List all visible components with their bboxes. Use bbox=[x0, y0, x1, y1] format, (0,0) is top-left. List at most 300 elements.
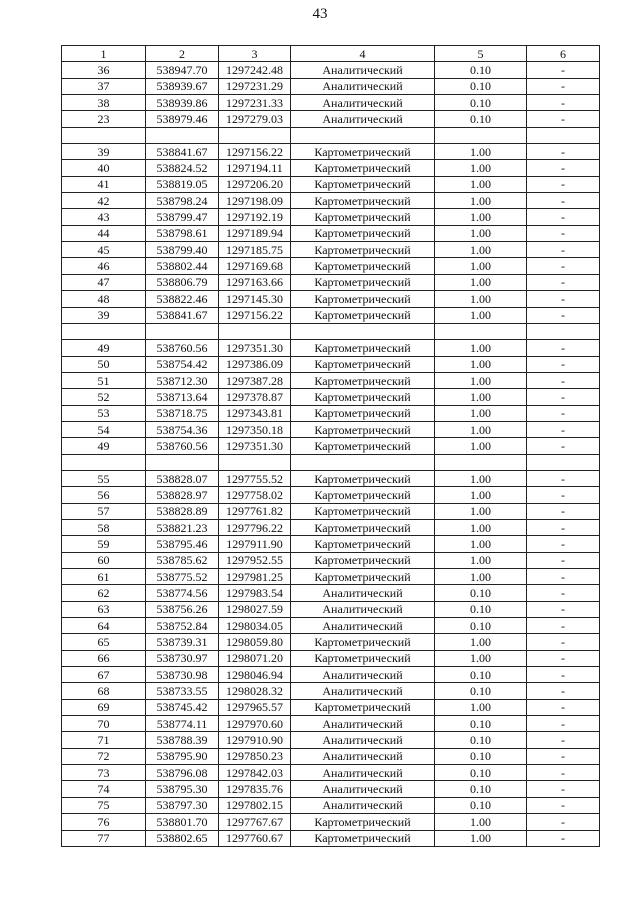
table-cell: - bbox=[527, 503, 600, 519]
table-row bbox=[62, 569, 600, 585]
table-cell: Аналитический bbox=[291, 732, 435, 748]
table-cell bbox=[146, 127, 219, 143]
table-cell: 538802.44 bbox=[146, 258, 219, 274]
table-cell: - bbox=[527, 585, 600, 601]
table-cell: - bbox=[527, 814, 600, 830]
table-cell: 1.00 bbox=[435, 291, 527, 307]
table-cell: - bbox=[527, 389, 600, 405]
table-row bbox=[62, 225, 600, 241]
table-cell: 75 bbox=[62, 797, 146, 813]
table-cell: 1298027.59 bbox=[219, 601, 291, 617]
table-row bbox=[62, 470, 600, 486]
table-row bbox=[62, 438, 600, 454]
table-cell: Картометрический bbox=[291, 176, 435, 192]
table-cell: 1297189.94 bbox=[219, 225, 291, 241]
table-row bbox=[62, 356, 600, 372]
table-row bbox=[62, 454, 600, 470]
table-cell: - bbox=[527, 716, 600, 732]
table-cell: 1.00 bbox=[435, 421, 527, 437]
table-row bbox=[62, 748, 600, 764]
table-row bbox=[62, 601, 600, 617]
table-cell: - bbox=[527, 618, 600, 634]
table-cell: - bbox=[527, 732, 600, 748]
table-row bbox=[62, 797, 600, 813]
coordinates-table bbox=[61, 45, 600, 847]
table-cell: 538760.56 bbox=[146, 438, 219, 454]
table-cell bbox=[146, 454, 219, 470]
table-cell: Аналитический bbox=[291, 781, 435, 797]
table-cell: - bbox=[527, 536, 600, 552]
table-cell: 538754.42 bbox=[146, 356, 219, 372]
table-row bbox=[62, 291, 600, 307]
table-row bbox=[62, 127, 600, 143]
table-cell: 0.10 bbox=[435, 683, 527, 699]
table-cell: 538822.46 bbox=[146, 291, 219, 307]
table-cell: - bbox=[527, 372, 600, 388]
table-cell: 1297194.11 bbox=[219, 160, 291, 176]
table-row bbox=[62, 323, 600, 339]
table-cell: Аналитический bbox=[291, 585, 435, 601]
page-number: 43 bbox=[312, 6, 328, 22]
table-cell: 1.00 bbox=[435, 552, 527, 568]
table-cell: 57 bbox=[62, 503, 146, 519]
table-row bbox=[62, 389, 600, 405]
table-cell: 1.00 bbox=[435, 242, 527, 258]
column-header: 3 bbox=[219, 46, 291, 62]
table-row bbox=[62, 552, 600, 568]
table-cell: 0.10 bbox=[435, 78, 527, 94]
table-cell: 1.00 bbox=[435, 372, 527, 388]
table-cell: 538798.24 bbox=[146, 193, 219, 209]
table-cell: 1.00 bbox=[435, 536, 527, 552]
table-cell: 1297802.15 bbox=[219, 797, 291, 813]
table-cell: Аналитический bbox=[291, 111, 435, 127]
table-cell: 1.00 bbox=[435, 389, 527, 405]
table-cell: 1297231.33 bbox=[219, 95, 291, 111]
table-cell: 538828.07 bbox=[146, 470, 219, 486]
table-cell: 1.00 bbox=[435, 699, 527, 715]
table-cell: 1297911.90 bbox=[219, 536, 291, 552]
table-cell: 1.00 bbox=[435, 340, 527, 356]
table-cell: 538795.46 bbox=[146, 536, 219, 552]
table-cell: 538754.36 bbox=[146, 421, 219, 437]
table-cell: 39 bbox=[62, 307, 146, 323]
table-cell: - bbox=[527, 78, 600, 94]
table-cell: 1297835.76 bbox=[219, 781, 291, 797]
table-cell: 1.00 bbox=[435, 519, 527, 535]
table-cell: - bbox=[527, 274, 600, 290]
table-cell: Картометрический bbox=[291, 274, 435, 290]
table-cell: - bbox=[527, 291, 600, 307]
table-cell: 1297386.09 bbox=[219, 356, 291, 372]
table-cell: 1297343.81 bbox=[219, 405, 291, 421]
table-header-row bbox=[62, 46, 600, 62]
table-cell: 1.00 bbox=[435, 193, 527, 209]
table-cell: 1297755.52 bbox=[219, 470, 291, 486]
table-cell: 0.10 bbox=[435, 667, 527, 683]
table-cell: 1.00 bbox=[435, 503, 527, 519]
table-row bbox=[62, 405, 600, 421]
table-cell: Картометрический bbox=[291, 438, 435, 454]
table-cell: Картометрический bbox=[291, 487, 435, 503]
table-cell: 0.10 bbox=[435, 585, 527, 601]
table-cell: 1298071.20 bbox=[219, 650, 291, 666]
table-cell: 36 bbox=[62, 62, 146, 78]
table-cell: Картометрический bbox=[291, 503, 435, 519]
table-cell: - bbox=[527, 242, 600, 258]
table-cell: 1297760.67 bbox=[219, 830, 291, 846]
table-cell: 538756.26 bbox=[146, 601, 219, 617]
table-cell: Картометрический bbox=[291, 650, 435, 666]
table-cell: Картометрический bbox=[291, 552, 435, 568]
table-row bbox=[62, 503, 600, 519]
table-cell: 49 bbox=[62, 438, 146, 454]
table-cell: - bbox=[527, 438, 600, 454]
table-cell: - bbox=[527, 160, 600, 176]
table-cell: - bbox=[527, 781, 600, 797]
table-cell: 1297351.30 bbox=[219, 438, 291, 454]
table-cell: 1.00 bbox=[435, 470, 527, 486]
table-cell bbox=[527, 127, 600, 143]
table-cell: 538788.39 bbox=[146, 732, 219, 748]
table-cell: 68 bbox=[62, 683, 146, 699]
table-cell: Картометрический bbox=[291, 242, 435, 258]
table-row bbox=[62, 585, 600, 601]
table-row bbox=[62, 667, 600, 683]
table-row bbox=[62, 176, 600, 192]
column-header: 1 bbox=[62, 46, 146, 62]
table-cell: Картометрический bbox=[291, 405, 435, 421]
table-cell: - bbox=[527, 176, 600, 192]
table-cell: Картометрический bbox=[291, 634, 435, 650]
table-cell: - bbox=[527, 225, 600, 241]
table-cell: 538802.65 bbox=[146, 830, 219, 846]
table-cell bbox=[435, 127, 527, 143]
table-cell: Аналитический bbox=[291, 601, 435, 617]
table-row bbox=[62, 274, 600, 290]
table-cell: Картометрический bbox=[291, 814, 435, 830]
table-cell: 44 bbox=[62, 225, 146, 241]
table-cell: Картометрический bbox=[291, 307, 435, 323]
table-cell: 538821.23 bbox=[146, 519, 219, 535]
table-cell: Аналитический bbox=[291, 62, 435, 78]
table-cell bbox=[219, 127, 291, 143]
table-row bbox=[62, 421, 600, 437]
table-cell: 1298028.32 bbox=[219, 683, 291, 699]
table-cell: 56 bbox=[62, 487, 146, 503]
table-cell: Картометрический bbox=[291, 258, 435, 274]
table-row bbox=[62, 144, 600, 160]
table-row bbox=[62, 487, 600, 503]
table-cell: Аналитический bbox=[291, 667, 435, 683]
table-cell: - bbox=[527, 552, 600, 568]
table-cell: 1.00 bbox=[435, 160, 527, 176]
table-cell: 66 bbox=[62, 650, 146, 666]
table-cell: 1.00 bbox=[435, 830, 527, 846]
table-cell: Аналитический bbox=[291, 765, 435, 781]
table-cell: 538796.08 bbox=[146, 765, 219, 781]
table-cell: - bbox=[527, 634, 600, 650]
table-cell: 538939.86 bbox=[146, 95, 219, 111]
table-row bbox=[62, 78, 600, 94]
table-cell: 538775.52 bbox=[146, 569, 219, 585]
table-cell: - bbox=[527, 487, 600, 503]
table-cell: 23 bbox=[62, 111, 146, 127]
table-cell: 1297981.25 bbox=[219, 569, 291, 585]
table-cell: 538774.11 bbox=[146, 716, 219, 732]
table-cell: 1297910.90 bbox=[219, 732, 291, 748]
table-row bbox=[62, 716, 600, 732]
table-cell: 1297965.57 bbox=[219, 699, 291, 715]
table-cell: 538799.40 bbox=[146, 242, 219, 258]
table-cell: 1298034.05 bbox=[219, 618, 291, 634]
table-cell: 1297761.82 bbox=[219, 503, 291, 519]
table-cell: 1.00 bbox=[435, 569, 527, 585]
table-cell: 1.00 bbox=[435, 274, 527, 290]
table-cell: 62 bbox=[62, 585, 146, 601]
table-row bbox=[62, 372, 600, 388]
table-cell: Аналитический bbox=[291, 618, 435, 634]
table-cell: - bbox=[527, 144, 600, 160]
table-cell: 1.00 bbox=[435, 814, 527, 830]
table-cell: 1297185.75 bbox=[219, 242, 291, 258]
table-cell: 538713.64 bbox=[146, 389, 219, 405]
table-cell: Картометрический bbox=[291, 291, 435, 307]
table-cell: Картометрический bbox=[291, 830, 435, 846]
table-cell: 38 bbox=[62, 95, 146, 111]
table-cell: - bbox=[527, 699, 600, 715]
table-cell: 1297952.55 bbox=[219, 552, 291, 568]
table-cell: 37 bbox=[62, 78, 146, 94]
table-body bbox=[62, 62, 600, 847]
table-row bbox=[62, 732, 600, 748]
table-cell: 1297983.54 bbox=[219, 585, 291, 601]
table-cell: - bbox=[527, 519, 600, 535]
table-cell: Картометрический bbox=[291, 160, 435, 176]
table-cell: 53 bbox=[62, 405, 146, 421]
table-cell: Аналитический bbox=[291, 748, 435, 764]
table-cell: - bbox=[527, 667, 600, 683]
table-cell: 76 bbox=[62, 814, 146, 830]
table-cell: - bbox=[527, 111, 600, 127]
table-cell: - bbox=[527, 748, 600, 764]
table-cell: - bbox=[527, 307, 600, 323]
table-cell: 41 bbox=[62, 176, 146, 192]
table-cell: 0.10 bbox=[435, 618, 527, 634]
table-cell: Картометрический bbox=[291, 340, 435, 356]
table-cell: Картометрический bbox=[291, 389, 435, 405]
table-cell: 43 bbox=[62, 209, 146, 225]
table-cell: 538819.05 bbox=[146, 176, 219, 192]
table-cell: 74 bbox=[62, 781, 146, 797]
table-cell: 538774.56 bbox=[146, 585, 219, 601]
table-cell: Картометрический bbox=[291, 193, 435, 209]
table-cell bbox=[291, 323, 435, 339]
table-cell: - bbox=[527, 601, 600, 617]
table-row bbox=[62, 209, 600, 225]
table-row bbox=[62, 307, 600, 323]
table-cell: 71 bbox=[62, 732, 146, 748]
table-cell: 1297192.19 bbox=[219, 209, 291, 225]
table-cell: 1.00 bbox=[435, 307, 527, 323]
table-cell: 1297198.09 bbox=[219, 193, 291, 209]
table-row bbox=[62, 634, 600, 650]
table-cell: 73 bbox=[62, 765, 146, 781]
table-cell: - bbox=[527, 797, 600, 813]
table-cell bbox=[291, 127, 435, 143]
table-cell: 1297156.22 bbox=[219, 144, 291, 160]
table-cell: 538739.31 bbox=[146, 634, 219, 650]
table-cell: 1297242.48 bbox=[219, 62, 291, 78]
table-cell: 1.00 bbox=[435, 225, 527, 241]
table-row bbox=[62, 519, 600, 535]
table-cell: 1.00 bbox=[435, 405, 527, 421]
table-cell: Картометрический bbox=[291, 356, 435, 372]
table-row bbox=[62, 111, 600, 127]
table-cell: 538795.30 bbox=[146, 781, 219, 797]
table-cell: - bbox=[527, 830, 600, 846]
table-cell: - bbox=[527, 405, 600, 421]
table-cell: 1297758.02 bbox=[219, 487, 291, 503]
table-cell: 538939.67 bbox=[146, 78, 219, 94]
table-cell: 0.10 bbox=[435, 95, 527, 111]
table-row bbox=[62, 95, 600, 111]
column-header: 6 bbox=[527, 46, 600, 62]
table-cell: 538979.46 bbox=[146, 111, 219, 127]
table-cell: 60 bbox=[62, 552, 146, 568]
table-cell: 538798.61 bbox=[146, 225, 219, 241]
table-cell: Картометрический bbox=[291, 421, 435, 437]
table-cell: 59 bbox=[62, 536, 146, 552]
table-cell bbox=[435, 454, 527, 470]
table-cell: 50 bbox=[62, 356, 146, 372]
table-cell: Аналитический bbox=[291, 95, 435, 111]
table-cell: Картометрический bbox=[291, 536, 435, 552]
table-cell: 51 bbox=[62, 372, 146, 388]
table-cell: 538801.70 bbox=[146, 814, 219, 830]
table-cell: Картометрический bbox=[291, 144, 435, 160]
table-cell: - bbox=[527, 193, 600, 209]
table-cell: 1297206.20 bbox=[219, 176, 291, 192]
table-cell: 1297767.67 bbox=[219, 814, 291, 830]
table-cell: 1.00 bbox=[435, 144, 527, 160]
table-cell: 538712.30 bbox=[146, 372, 219, 388]
table-cell: 538733.55 bbox=[146, 683, 219, 699]
table-cell: 538947.70 bbox=[146, 62, 219, 78]
table-cell: 538730.97 bbox=[146, 650, 219, 666]
table-cell: 1298046.94 bbox=[219, 667, 291, 683]
table-cell: 538752.84 bbox=[146, 618, 219, 634]
table-cell: - bbox=[527, 356, 600, 372]
table-cell: 538841.67 bbox=[146, 307, 219, 323]
table-cell: 538745.42 bbox=[146, 699, 219, 715]
table-row bbox=[62, 699, 600, 715]
table-cell: Аналитический bbox=[291, 797, 435, 813]
table-cell: 538760.56 bbox=[146, 340, 219, 356]
table-cell: 538730.98 bbox=[146, 667, 219, 683]
table-cell bbox=[62, 127, 146, 143]
table-row bbox=[62, 650, 600, 666]
table-cell: 61 bbox=[62, 569, 146, 585]
table-cell: - bbox=[527, 470, 600, 486]
table-cell: 0.10 bbox=[435, 601, 527, 617]
table-cell: 39 bbox=[62, 144, 146, 160]
table-cell: 72 bbox=[62, 748, 146, 764]
table-cell: 0.10 bbox=[435, 732, 527, 748]
table-cell bbox=[219, 454, 291, 470]
table-row bbox=[62, 258, 600, 274]
table-cell: 69 bbox=[62, 699, 146, 715]
table-cell: 0.10 bbox=[435, 765, 527, 781]
table-cell: 58 bbox=[62, 519, 146, 535]
table-cell: 49 bbox=[62, 340, 146, 356]
table-cell: 1297850.23 bbox=[219, 748, 291, 764]
table-cell: 538795.90 bbox=[146, 748, 219, 764]
table-row bbox=[62, 160, 600, 176]
table-cell: 1297970.60 bbox=[219, 716, 291, 732]
table-cell: 1298059.80 bbox=[219, 634, 291, 650]
table-cell: 1.00 bbox=[435, 650, 527, 666]
table-cell: 0.10 bbox=[435, 781, 527, 797]
table-cell: Картометрический bbox=[291, 372, 435, 388]
table-cell: 1297231.29 bbox=[219, 78, 291, 94]
table-cell: - bbox=[527, 95, 600, 111]
table-row bbox=[62, 340, 600, 356]
table-row bbox=[62, 193, 600, 209]
table-cell: 1.00 bbox=[435, 356, 527, 372]
table-cell: 63 bbox=[62, 601, 146, 617]
table-cell: 45 bbox=[62, 242, 146, 258]
table-cell: 1.00 bbox=[435, 634, 527, 650]
table-cell: - bbox=[527, 650, 600, 666]
table-cell: 1297145.30 bbox=[219, 291, 291, 307]
table-cell: 1.00 bbox=[435, 176, 527, 192]
table-cell: 1297796.22 bbox=[219, 519, 291, 535]
table-cell: 1297351.30 bbox=[219, 340, 291, 356]
table-cell: - bbox=[527, 62, 600, 78]
table-cell: 1.00 bbox=[435, 209, 527, 225]
table-cell: 48 bbox=[62, 291, 146, 307]
table-cell: 538806.79 bbox=[146, 274, 219, 290]
table-cell: 67 bbox=[62, 667, 146, 683]
table-cell bbox=[291, 454, 435, 470]
table-row bbox=[62, 683, 600, 699]
table-cell: 538828.97 bbox=[146, 487, 219, 503]
table-cell bbox=[146, 323, 219, 339]
table-cell: Аналитический bbox=[291, 78, 435, 94]
table-cell: 1297350.18 bbox=[219, 421, 291, 437]
table-cell: Аналитический bbox=[291, 683, 435, 699]
table-cell: 47 bbox=[62, 274, 146, 290]
table-cell: 52 bbox=[62, 389, 146, 405]
table-cell: Картометрический bbox=[291, 569, 435, 585]
column-header: 4 bbox=[291, 46, 435, 62]
table-cell: - bbox=[527, 765, 600, 781]
table-cell: 64 bbox=[62, 618, 146, 634]
column-header: 5 bbox=[435, 46, 527, 62]
table-cell: - bbox=[527, 683, 600, 699]
table-cell: 42 bbox=[62, 193, 146, 209]
table-cell: Картометрический bbox=[291, 225, 435, 241]
table-cell bbox=[219, 323, 291, 339]
table-row bbox=[62, 536, 600, 552]
table-cell: 54 bbox=[62, 421, 146, 437]
table-cell: 538828.89 bbox=[146, 503, 219, 519]
table-cell: 538841.67 bbox=[146, 144, 219, 160]
table-cell: Картометрический bbox=[291, 470, 435, 486]
table-cell: 46 bbox=[62, 258, 146, 274]
table-cell bbox=[435, 323, 527, 339]
